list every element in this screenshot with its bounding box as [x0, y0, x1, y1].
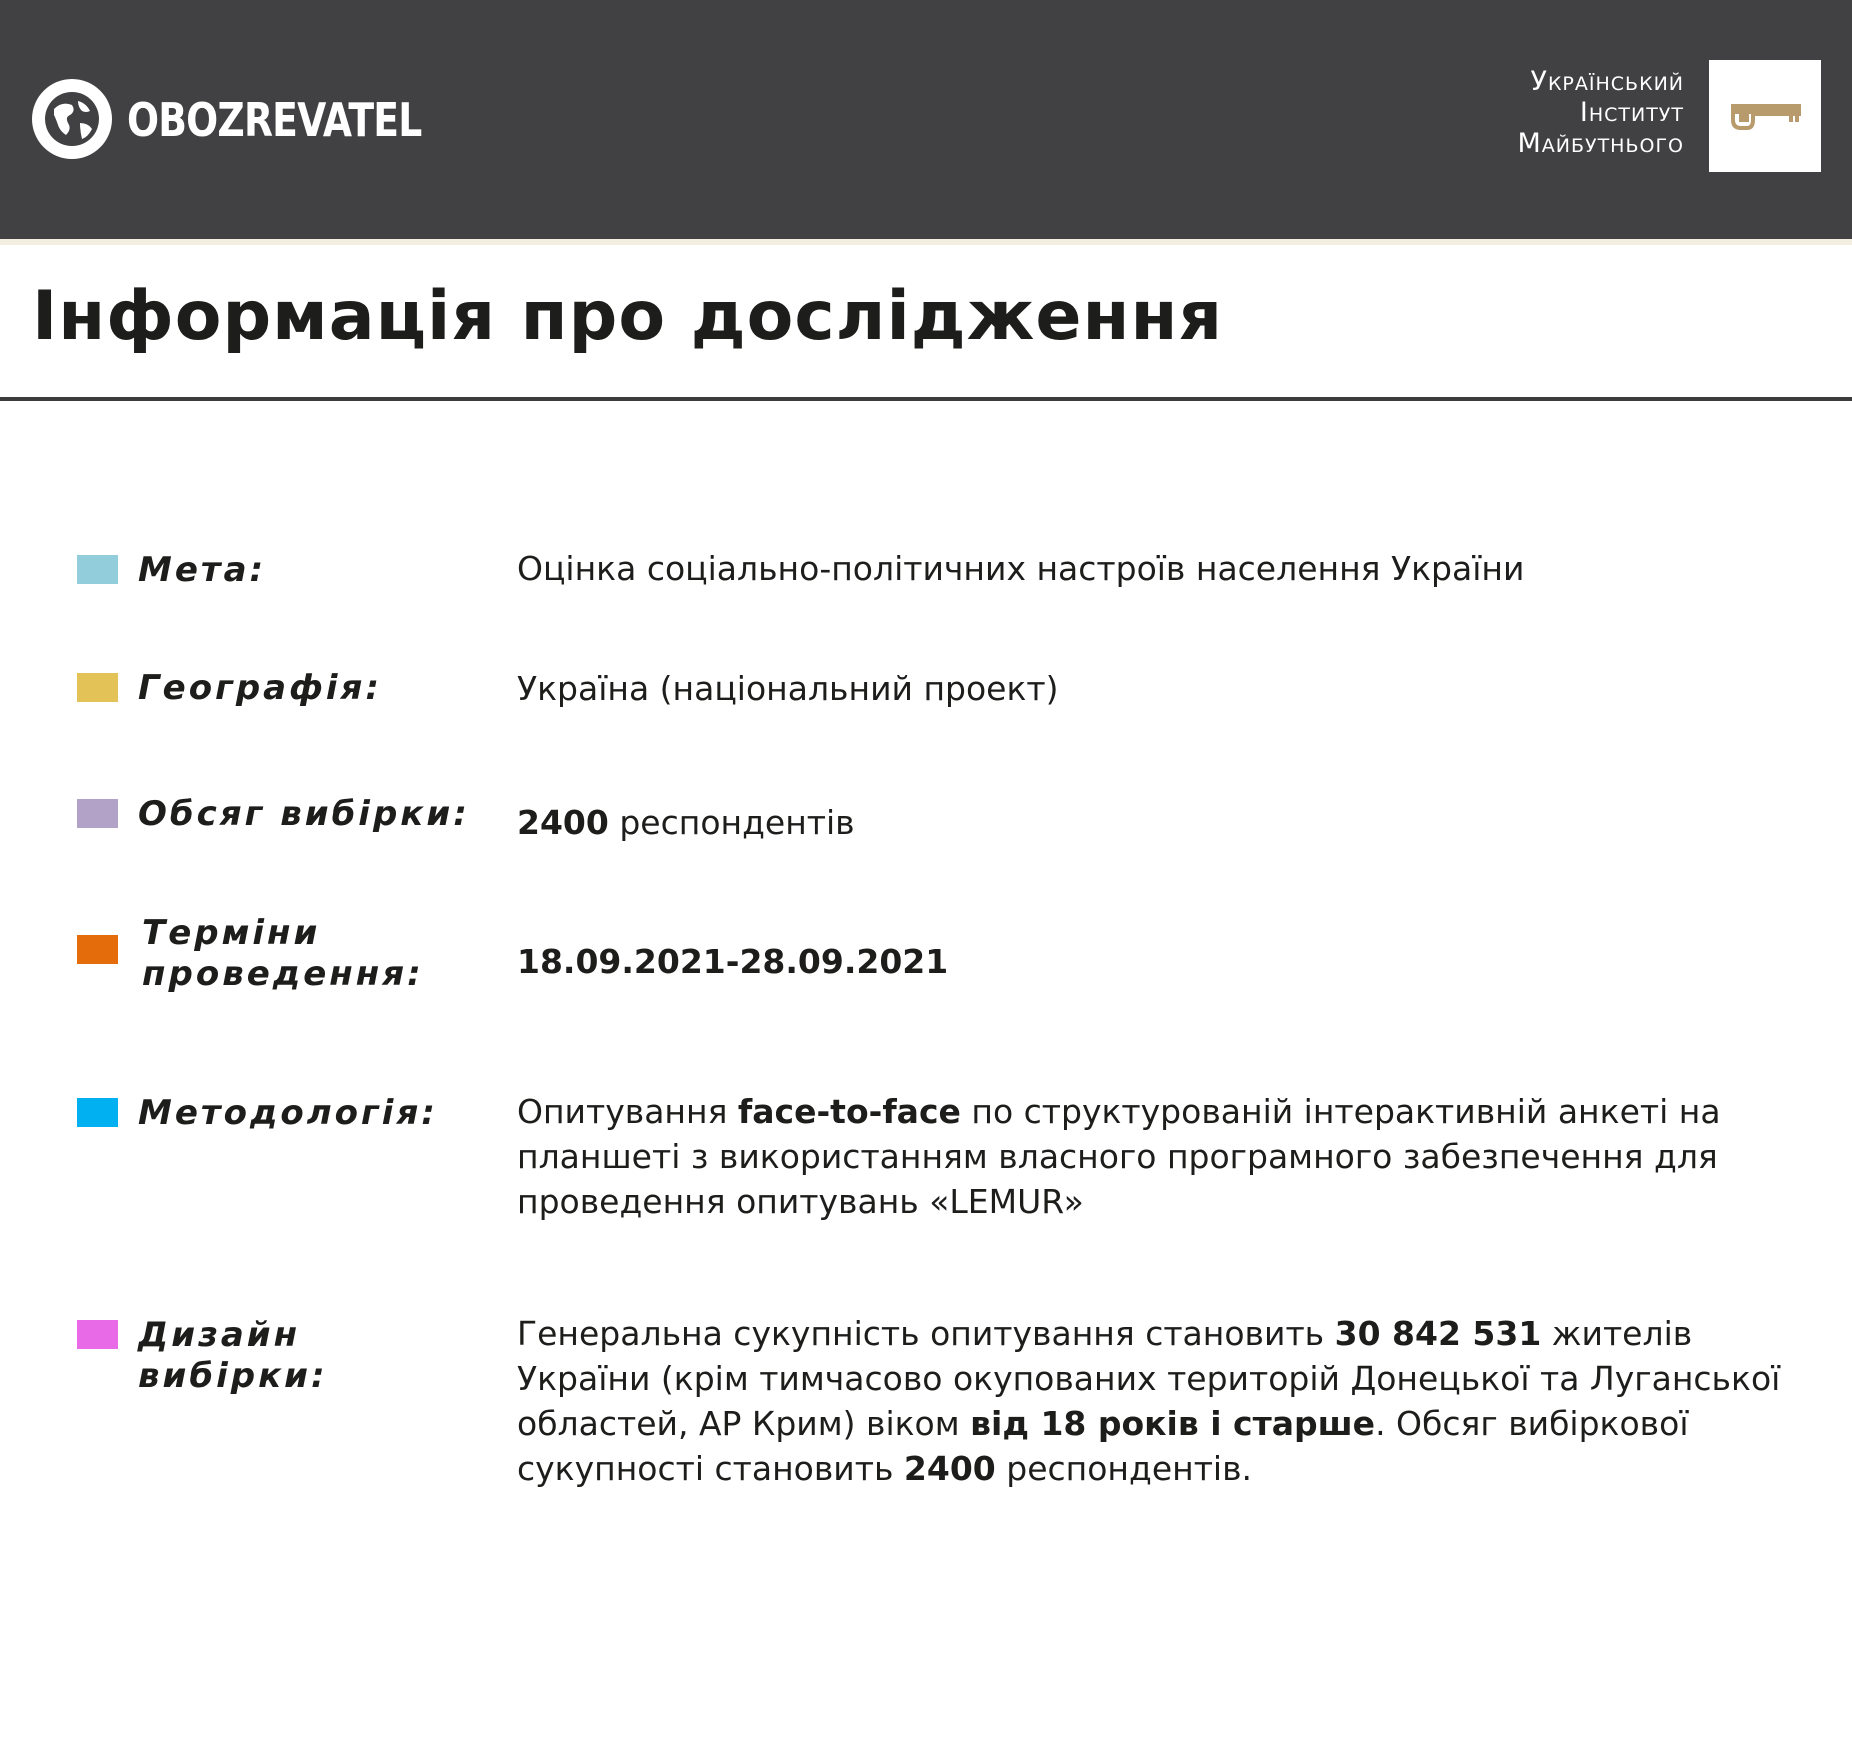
globe-logo-icon	[32, 79, 112, 159]
color-swatch	[77, 935, 118, 964]
row-label: Методологія:	[138, 1093, 438, 1133]
color-swatch	[77, 1320, 118, 1349]
value-text: респондентів.	[995, 1449, 1253, 1488]
value-emphasis: 18.09.2021-28.09.2021	[517, 942, 949, 981]
row-label: Терміни проведення:	[142, 913, 424, 994]
value-emphasis: від 18 років і старше	[970, 1404, 1376, 1443]
institute-name	[1284, 66, 1684, 159]
row-label: Обсяг вибірки:	[138, 794, 470, 834]
color-swatch	[77, 799, 118, 828]
value-text: по структурованій інтерактивній анкеті на планшеті з використанням власного програмного забезпечення для проведення опитувань «LEMUR»	[517, 1092, 1721, 1221]
value-text: респондентів	[608, 803, 855, 842]
color-swatch	[77, 555, 118, 584]
value-text: Оцінка соціально-політичних настроїв населення України	[517, 549, 1525, 588]
color-swatch	[77, 673, 118, 702]
row-label: Географія:	[138, 668, 382, 708]
row-label: Дизайн вибірки:	[138, 1315, 328, 1396]
row-value	[517, 546, 1807, 591]
value-emphasis: face-to-face	[737, 1092, 961, 1131]
value-text: Генеральна сукупність опитування становить	[517, 1314, 1335, 1353]
header-divider	[0, 239, 1852, 245]
row-label: Мета:	[138, 550, 267, 590]
color-swatch	[77, 1098, 118, 1127]
value-text: Україна (національний проект)	[517, 669, 1059, 708]
brand-logo-text: OBOZREVATEL	[127, 93, 422, 147]
title-divider	[0, 397, 1852, 401]
row-value	[517, 939, 1807, 984]
value-emphasis: 30 842 531	[1334, 1314, 1542, 1353]
row-value	[517, 1311, 1807, 1491]
key-logo-icon	[1709, 60, 1821, 172]
value-text: Опитування	[517, 1092, 738, 1131]
value-text: . Обсяг вибіркової сукупності становить	[517, 1404, 1689, 1488]
institute-line: Український	[1530, 66, 1684, 97]
value-emphasis: 2400	[517, 803, 609, 842]
institute-line: Інститут	[1579, 97, 1684, 128]
page-title: Інформація про дослідження	[32, 277, 1224, 356]
institute-line: Майбутнього	[1517, 128, 1684, 159]
row-value	[517, 800, 1807, 845]
value-text: жителів України (крім тимчасово окупованих територій Донецької та Луганської областей, АР Крим) віком	[517, 1314, 1781, 1443]
header-bar	[0, 0, 1852, 239]
row-value	[517, 666, 1807, 711]
row-value	[517, 1089, 1807, 1224]
value-emphasis: 2400	[903, 1449, 996, 1488]
